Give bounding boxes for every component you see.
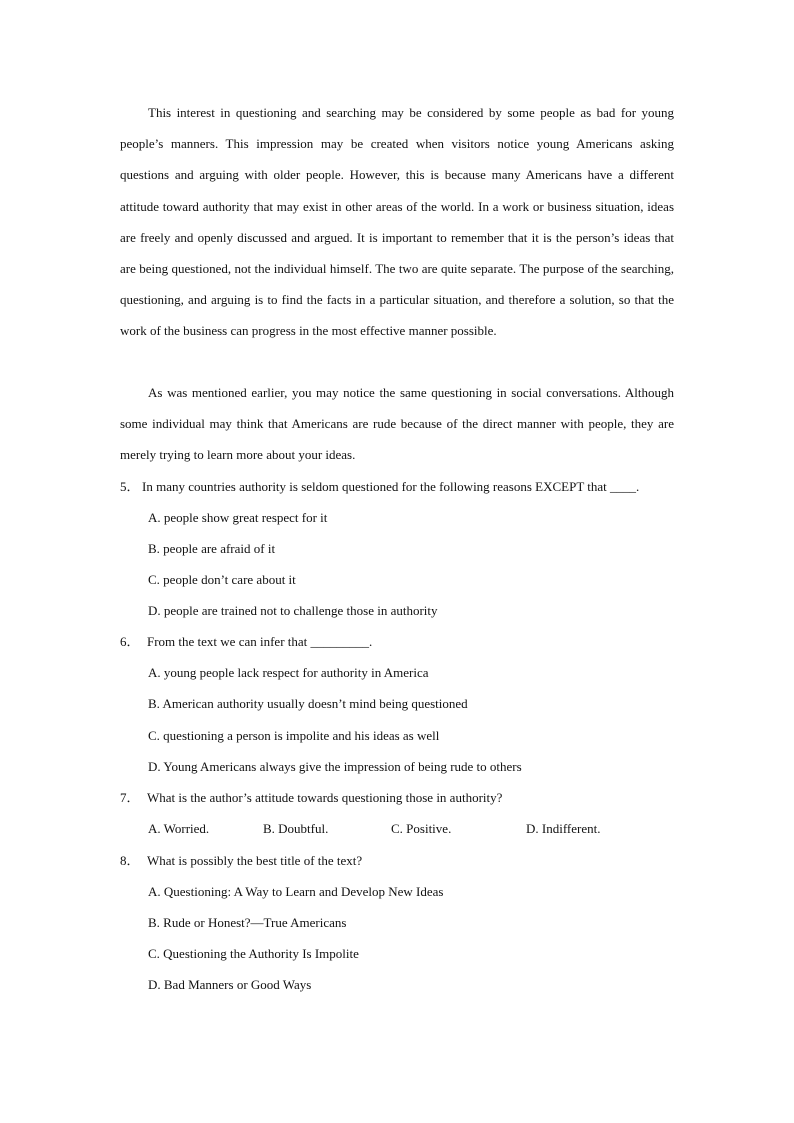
question-7-option-c: C. Positive. xyxy=(391,821,452,836)
question-7-stem xyxy=(120,788,680,808)
question-number: 6． xyxy=(120,634,140,649)
question-text: What is possibly the best title of the text? xyxy=(147,853,363,868)
passage-paragraph-2: As was mentioned earlier, you may notice the same questioning in social conversations. Although some individual may think that Americans are rude because of the direct manner with people, they are merely trying to learn more about your ideas. xyxy=(120,385,674,463)
question-text: What is the author’s attitude towards questioning those in authority? xyxy=(147,790,503,805)
question-number: 8． xyxy=(120,853,140,868)
question-6-stem xyxy=(120,632,680,652)
question-8-option-c: C. Questioning the Authority Is Impolite xyxy=(148,946,359,961)
question-6-option-d: D. Young Americans always give the impression of being rude to others xyxy=(148,759,522,774)
question-5-option-b: B. people are afraid of it xyxy=(148,541,276,556)
question-7-option-d: D. Indifferent. xyxy=(526,821,601,836)
question-8-stem xyxy=(120,851,680,871)
question-6-option-b: B. American authority usually doesn’t mind being questioned xyxy=(148,696,468,711)
question-7-option-a: A. Worried. xyxy=(148,821,210,836)
question-5-option-c: C. people don’t care about it xyxy=(148,572,296,587)
question-text: From the text we can infer that _________. xyxy=(147,634,373,649)
question-5-stem xyxy=(120,477,680,497)
question-8-option-a: A. Questioning: A Way to Learn and Develop New Ideas xyxy=(148,884,444,899)
question-7-option-b: B. Doubtful. xyxy=(263,821,329,836)
question-5-option-d: D. people are trained not to challenge those in authority xyxy=(148,603,438,618)
question-8-option-d: D. Bad Manners or Good Ways xyxy=(148,977,312,992)
question-text: In many countries authority is seldom questioned for the following reasons EXCEPT that ____. xyxy=(142,479,640,494)
question-5-option-a: A. people show great respect for it xyxy=(148,510,328,525)
question-number: 7． xyxy=(120,790,140,805)
passage-paragraph-1: This interest in questioning and searching may be considered by some people as bad for young people’s manners. This impression may be created when visitors notice young Americans asking questions and arguing with older people. However, this is because many Americans have a different attitude toward authority that may exist in other areas of the world. In a work or business situation, ideas are freely and openly discussed and argued. It is important to remember that it is the person’s ideas that are being questioned, not the individual himself. The two are quite separate. The purpose of the searching, questioning, and arguing is to find the facts in a particular situation, and therefore a solution, so that the work of the business can progress in the most effective manner possible. xyxy=(120,105,674,339)
question-6-option-a: A. young people lack respect for authority in America xyxy=(148,665,429,680)
question-6-option-c: C. questioning a person is impolite and his ideas as well xyxy=(148,728,440,743)
question-8-option-b: B. Rude or Honest?—True Americans xyxy=(148,915,347,930)
question-number: 5． xyxy=(120,479,140,494)
